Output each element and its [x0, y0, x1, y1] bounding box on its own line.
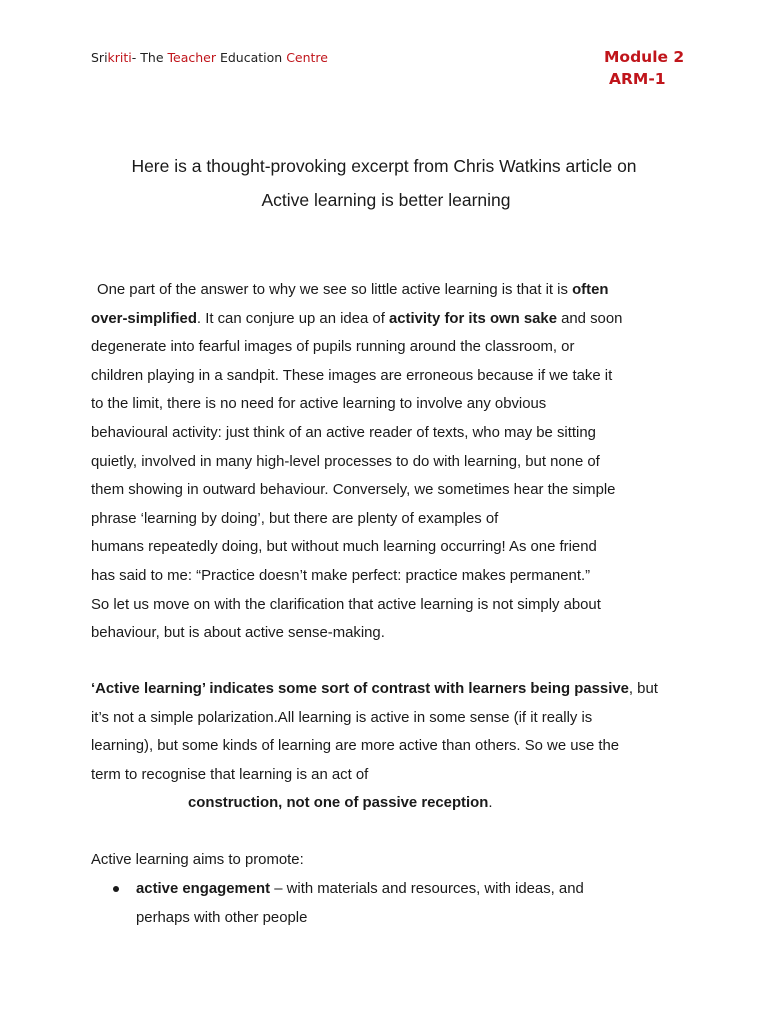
document-title-line-1: Here is a thought-provoking excerpt from Chris Watkins article on — [131, 156, 637, 176]
text-run: . — [488, 795, 493, 812]
text-line: perhaps with other people — [136, 909, 308, 926]
text-line: degenerate into fearful images of pupils running around the classroom, or — [91, 339, 575, 356]
arm-label: ARM-1 — [609, 70, 666, 88]
list-intro: Active learning aims to promote: — [91, 852, 304, 868]
emphasis-text: often — [572, 282, 609, 298]
module-number: Module 2 — [604, 48, 685, 66]
text-line: learning), but some kinds of learning are more active than others. So we use the — [91, 738, 620, 755]
emphasis-text: active engagement — [136, 881, 271, 897]
text-line: to the limit, there is no need for active learning to involve any obvious — [91, 396, 547, 413]
text-run: One part of the answer to why we see so little active learning is that it is — [97, 282, 573, 298]
paragraph-3 — [91, 846, 691, 875]
bullet-icon — [113, 886, 119, 892]
org-name-part: - The — [131, 50, 168, 65]
paragraph-2 — [91, 675, 691, 818]
text-line: children playing in a sandpit. These images are erroneous because if we take it — [91, 367, 613, 384]
emphasis-text: construction, not one of passive reception — [188, 795, 489, 812]
text-line: So let us move on with the clarification that active learning is not simply about — [91, 596, 601, 613]
text-line — [136, 875, 676, 904]
text-line: phrase ‘learning by doing’, but there are plenty of examples of — [91, 510, 499, 527]
text-run: and soon — [556, 310, 623, 327]
text-line: term to recognise that learning is an act of — [91, 766, 369, 783]
document-title-line-2: Active learning is better learning — [261, 190, 511, 210]
org-name-part: kriti — [107, 50, 132, 65]
text-line: it’s not a simple polarization.All learning is active in some sense (if it really is — [91, 709, 593, 726]
org-name-part: Centre — [286, 50, 328, 65]
emphasis-text: activity for its own sake — [388, 310, 557, 327]
list-item-text — [136, 875, 676, 932]
org-name-part: Education — [216, 50, 287, 65]
text-run: . It can conjure up an idea of — [196, 310, 389, 327]
org-name-part: Teacher — [167, 50, 216, 65]
text-line: behaviour, but is about active sense-making. — [91, 625, 385, 642]
module-label — [604, 46, 684, 90]
text-run: – with materials and resources, with ideas, and — [270, 881, 584, 897]
text-line: behavioural activity: just think of an active reader of texts, who may be sitting — [91, 424, 596, 441]
text-line: humans repeatedly doing, but without much learning occurring! As one friend — [91, 539, 597, 556]
org-name-part: Sri — [91, 50, 108, 65]
text-line: them showing in outward behaviour. Conversely, we sometimes hear the simple — [91, 482, 616, 499]
paragraph-1 — [91, 276, 691, 648]
text-line: quietly, involved in many high-level processes to do with learning, but none of — [91, 453, 600, 470]
text-line — [91, 789, 691, 818]
text-line — [91, 675, 691, 704]
organization-name — [91, 50, 328, 65]
text-line — [91, 305, 691, 334]
text-run: , but — [628, 681, 658, 697]
emphasis-text: ‘Active learning’ indicates some sort of contrast with learners being passive — [91, 681, 629, 697]
text-line — [91, 276, 691, 305]
text-line: has said to me: “Practice doesn’t make perfect: practice makes permanent.” — [91, 567, 591, 584]
emphasis-text: over-simplified — [91, 310, 197, 327]
